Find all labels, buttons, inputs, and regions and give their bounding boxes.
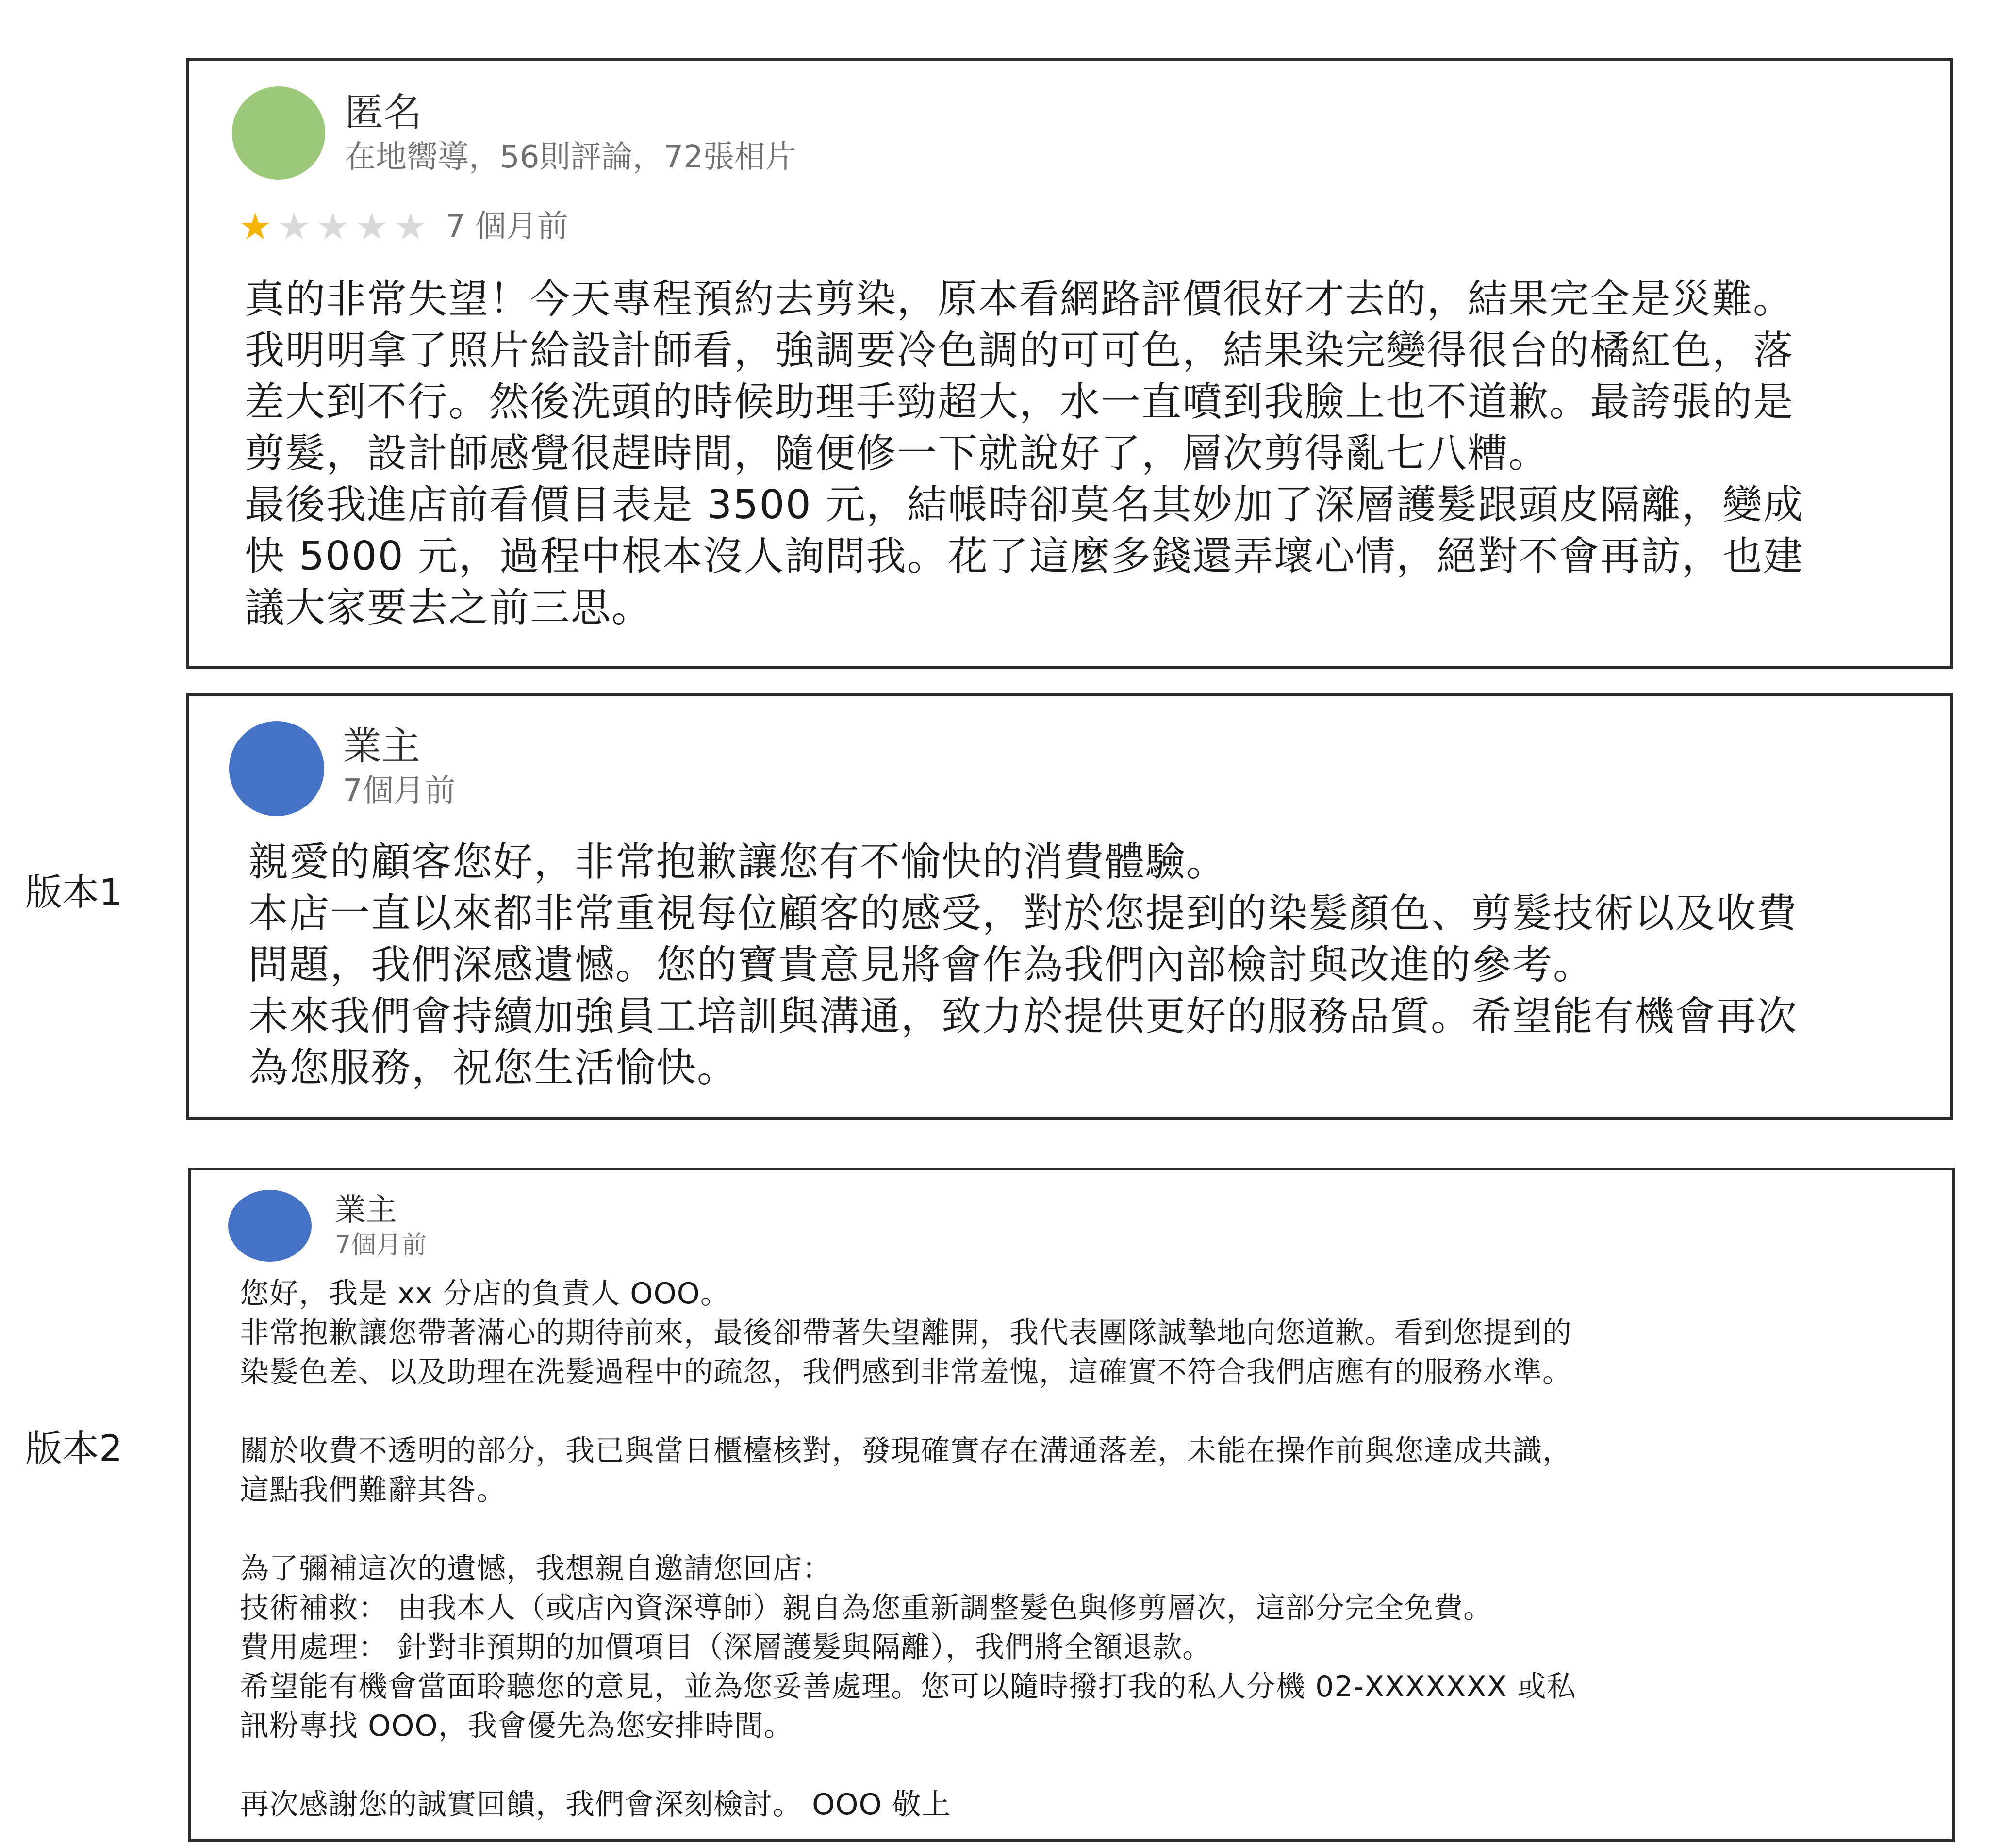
reply-line: 訊粉專找 OOO，我會優先為您安排時間。 [240,1709,793,1743]
review-line: 剪髮，設計師感覺很趕時間，隨便修一下就說好了，層次剪得亂七八糟。 [245,430,1550,477]
reply-line: 為您服務，祝您生活愉快。 [248,1045,738,1091]
reply-line: 問題，我們深感遺憾。您的寶貴意見將會作為我們內部檢討與改進的參考。 [248,942,1594,988]
owner-reply-v1-card [186,693,1953,1120]
reply-v2-text [240,1274,1576,1825]
star-icon: ★ [238,205,272,248]
customer-review-card [186,58,1953,669]
review-text [245,274,1804,634]
owner-name: 業主 [335,1192,397,1228]
review-line: 議大家要去之前三思。 [245,585,653,631]
version1-label: 版本1 [25,871,123,914]
reply-line: 染髮色差、以及助理在洗髮過程中的疏忽，我們感到非常羞愧，這確實不符合我們店應有的服務水準。 [240,1355,1572,1389]
review-line: 最後我進店前看價目表是 3500 元，結帳時卻莫名其妙加了深層護髮跟頭皮隔離，變成 [245,482,1804,528]
reviewer-meta: 在地嚮導，56則評論，72張相片 [345,139,796,175]
owner-reply-v2-card [188,1168,1955,1842]
reply-date: 7個月前 [335,1231,427,1260]
paragraph-gap [240,1392,1576,1432]
star-icon: ★ [316,205,350,248]
review-line: 真的非常失望！今天專程預約去剪染，原本看網路評價很好才去的，結果完全是災難。 [245,276,1794,322]
version2-label: 版本2 [25,1427,123,1470]
reviewer-name[interactable]: 匿名 [345,90,422,135]
reply-line: 這點我們難辭其咎。 [240,1473,506,1507]
reply-date: 7個月前 [343,773,456,809]
reply-line: 技術補救： 由我本人（或店內資深導師）親自為您重新調整髮色與修剪層次，這部分完全免費。 [240,1591,1493,1625]
reply-line: 您好，我是 xx 分店的負責人 OOO。 [240,1277,730,1311]
review-line: 差大到不行。然後洗頭的時候助理手勁超大，水一直噴到我臉上也不道歉。最誇張的是 [245,379,1794,425]
owner-avatar [228,1190,312,1262]
reply-line: 費用處理： 針對非預期的加價項目（深層護髮與隔離），我們將全額退款。 [240,1630,1212,1664]
reply-line: 本店一直以來都非常重視每位顧客的感受，對於您提到的染髮顏色、剪髮技術以及收費 [248,890,1798,937]
review-line: 我明明拿了照片給設計師看，強調要冷色調的可可色，結果染完變得很台的橘紅色，落 [245,328,1794,374]
reply-line: 未來我們會持續加強員工培訓與溝通，致力於提供更好的服務品質。希望能有機會再次 [248,993,1798,1039]
paragraph-gap [240,1510,1576,1549]
owner-avatar [229,721,324,816]
review-date: 7 個月前 [446,209,569,245]
reply-line: 非常抱歉讓您帶著滿心的期待前來，最後卻帶著失望離開，我代表團隊誠摯地向您道歉。看到您提到的 [240,1316,1572,1350]
owner-name: 業主 [343,724,420,769]
star-rating [236,205,430,248]
reply-v1-text [248,837,1798,1094]
star-icon: ★ [355,205,389,248]
reviewer-avatar[interactable] [232,86,325,180]
paragraph-gap [240,1746,1576,1785]
reply-line: 為了彌補這次的遺憾，我想親自邀請您回店： [240,1552,832,1586]
reply-line: 希望能有機會當面聆聽您的意見，並為您妥善處理。您可以隨時撥打我的私人分機 02-XXXXXXX 或私 [240,1670,1576,1704]
reply-line: 再次感謝您的誠實回饋，我們會深刻檢討。 OOO 敬上 [240,1788,951,1822]
star-icon: ★ [277,205,311,248]
star-icon: ★ [394,205,428,248]
reply-line: 親愛的顧客您好，非常抱歉讓您有不愉快的消費體驗。 [248,839,1227,885]
review-line: 快 5000 元，過程中根本沒人詢問我。花了這麼多錢還弄壞心情，絕對不會再訪，也建 [245,533,1804,579]
reply-line: 關於收費不透明的部分，我已與當日櫃檯核對，發現確實存在溝通落差，未能在操作前與您達成共識， [240,1434,1572,1468]
